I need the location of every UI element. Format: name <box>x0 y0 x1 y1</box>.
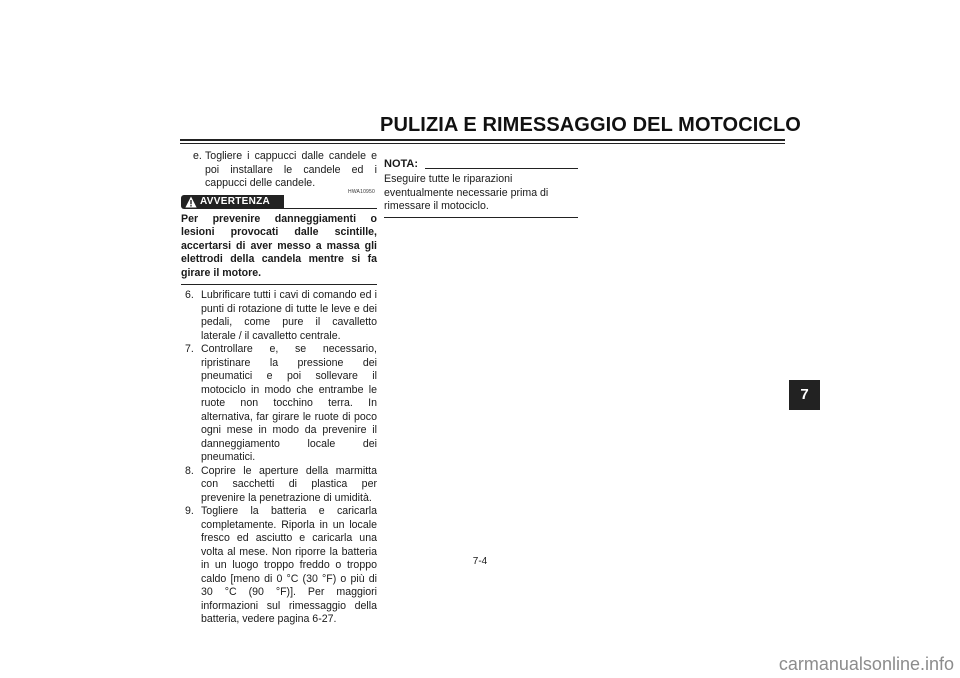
warning-label-box <box>181 195 284 209</box>
warning-triangle-icon <box>185 196 197 208</box>
chapter-tab: 7 <box>789 380 820 410</box>
step-number: 9. <box>185 505 194 517</box>
step-7 <box>181 343 377 465</box>
step-8 <box>181 465 377 506</box>
step-text: Togliere i cappucci dalle candele e poi installare le candele ed i cappucci delle candele. <box>205 150 377 189</box>
note-label: NOTA: <box>384 158 419 170</box>
warning-text: Per prevenire danneggiamenti o lesioni provocati dalle scintille, accertarsi di aver messo a massa gli elettrodi della candela mentre si fa girare il motore. <box>181 213 377 286</box>
page-title: PULIZIA E RIMESSAGGIO DEL MOTOCICLO <box>380 114 801 136</box>
step-text: Coprire le aperture della marmitta con sacchetti di plastica per prevenire la penetrazione di umidità. <box>201 464 377 504</box>
right-column <box>384 157 578 218</box>
step-text: Togliere la batteria e caricarla completamente. Riporla in un locale fresco ed asciutto e caricarla una volta al mese. Non riporre la batteria in un luogo troppo freddo o troppo caldo [meno di 0 °C (30 °F) o più di 30 °C (90 °F)]. Per maggiori informazioni sul rimessaggio della batteria, vedere pagina 6-27. <box>201 505 377 625</box>
warning-code: HWA10950 <box>348 188 375 195</box>
watermark: carmanualsonline.info <box>708 650 960 678</box>
step-number: e. <box>193 150 202 162</box>
warning-rule <box>284 208 377 209</box>
step-number: 6. <box>185 289 194 301</box>
warning-label: AVVERTENZA <box>200 195 271 207</box>
step-number: 7. <box>185 343 194 355</box>
step-text: Controllare e, se necessario, ripristinare la pressione dei pneumatici e poi sollevare il motociclo in modo che entrambe le ruote non tocchino terra. In alternativa, far girare le ruote di poco ogni mese in modo da prevenire il danneggiamento locale dei pneumatici. <box>201 343 377 463</box>
step-6 <box>181 289 377 343</box>
header-rule-thin <box>180 143 785 144</box>
header-rule <box>180 139 785 141</box>
note-rule <box>425 168 578 169</box>
step-e <box>181 150 377 191</box>
page-number: 7-4 <box>472 556 488 567</box>
step-number: 8. <box>185 464 194 477</box>
note-text: Eseguire tutte le riparazioni eventualmente necessarie prima di rimessare il motociclo. <box>384 173 578 218</box>
warning-header <box>181 188 377 209</box>
step-text: Lubrificare tutti i cavi di comando ed i punti di rotazione di tutte le leve e dei pedali, come pure il cavalletto laterale / il cavalletto centrale. <box>201 289 377 342</box>
note-header <box>384 157 578 171</box>
